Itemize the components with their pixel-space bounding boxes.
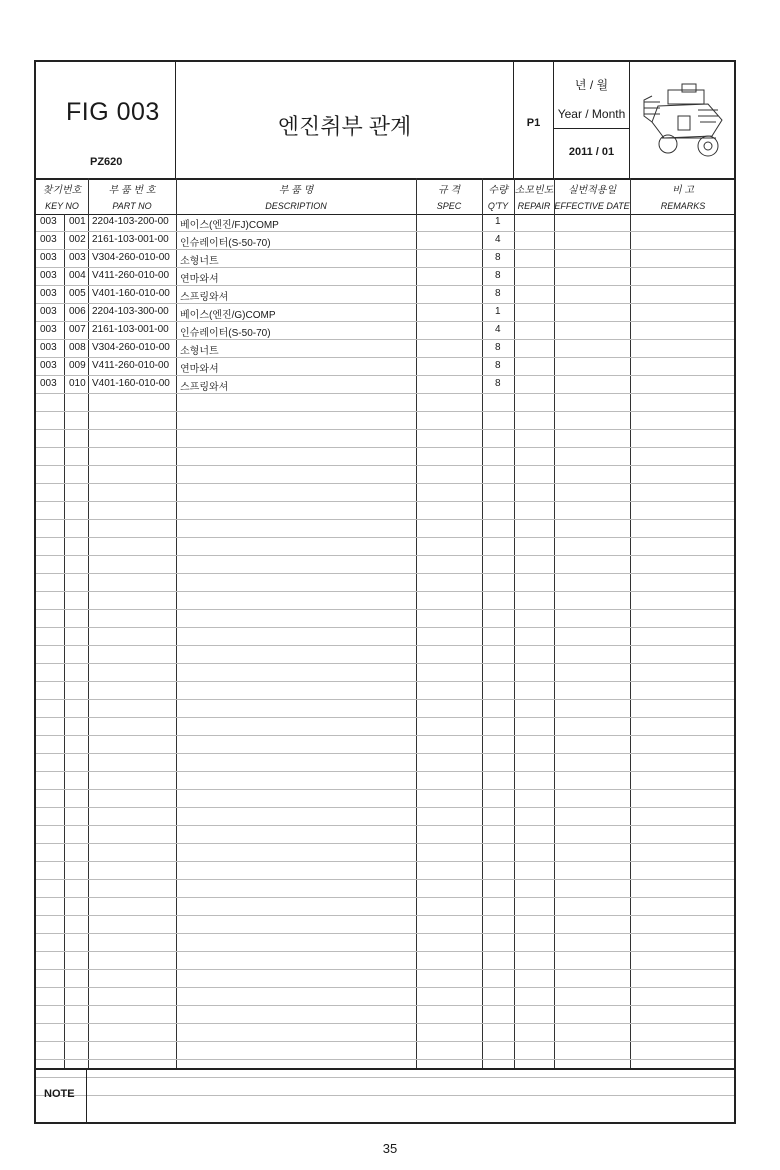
cell-part: 2161-103-001-00 (92, 234, 169, 245)
table-row (36, 214, 734, 232)
cell-fig: 003 (40, 288, 57, 299)
empty-table-row (36, 1042, 734, 1060)
cell-key: 005 (69, 288, 86, 299)
cell-qty: 4 (495, 234, 501, 245)
cell-desc: 소형너트 (180, 256, 219, 267)
model-name: PZ620 (90, 156, 123, 168)
empty-table-row (36, 880, 734, 898)
empty-table-row (36, 898, 734, 916)
cell-key: 006 (69, 306, 86, 317)
empty-table-row (36, 1006, 734, 1024)
empty-table-row (36, 718, 734, 736)
table-row (36, 268, 734, 286)
year-month-cell (554, 62, 630, 178)
empty-table-row (36, 844, 734, 862)
cell-desc: 인슈레이터(S-50-70) (180, 238, 271, 249)
sheet-header (36, 62, 734, 180)
table-row (36, 232, 734, 250)
note-label-cell (36, 1070, 87, 1122)
cell-qty: 8 (495, 288, 501, 299)
cell-qty: 1 (495, 216, 501, 227)
cell-fig: 003 (40, 306, 57, 317)
cell-desc: 연마와셔 (180, 364, 219, 375)
empty-table-row (36, 466, 734, 484)
cell-key: 003 (69, 252, 86, 263)
cell-key: 007 (69, 324, 86, 335)
rice-transplanter-illustration (638, 76, 728, 164)
empty-table-row (36, 484, 734, 502)
empty-table-row (36, 862, 734, 880)
col-spec: 규 격 SPEC (436, 185, 462, 211)
empty-table-row (36, 970, 734, 988)
empty-table-row (36, 502, 734, 520)
col-remarks: 비 고 REMARKS (660, 185, 706, 211)
table-row (36, 358, 734, 376)
table-row (36, 340, 734, 358)
empty-table-row (36, 448, 734, 466)
parts-list-sheet (34, 60, 736, 1124)
cell-fig: 003 (40, 324, 57, 335)
page-number: 35 (382, 1141, 398, 1156)
year-month-korean: 년 / 월 (574, 78, 609, 92)
cell-qty: 4 (495, 324, 501, 335)
empty-table-row (36, 628, 734, 646)
cell-part: 2204-103-300-00 (92, 306, 169, 317)
cell-qty: 8 (495, 378, 501, 389)
col-key-no: 찾기번호 KEY NO (42, 185, 82, 211)
empty-table-row (36, 988, 734, 1006)
note-label: NOTE (44, 1088, 75, 1100)
empty-table-row (36, 430, 734, 448)
cell-fig: 003 (40, 234, 57, 245)
cell-part: V411-260-010-00 (92, 360, 170, 371)
figure-number: FIG 003 (66, 98, 160, 126)
empty-table-row (36, 934, 734, 952)
empty-table-row (36, 916, 734, 934)
col-qty: 수량 Q'TY (487, 185, 509, 211)
empty-table-row (36, 1024, 734, 1042)
cell-qty: 8 (495, 252, 501, 263)
cell-fig: 003 (40, 378, 57, 389)
empty-table-row (36, 394, 734, 412)
cell-part: V401-160-010-00 (92, 288, 170, 299)
cell-desc: 스프링와셔 (180, 382, 229, 393)
page-label-cell (514, 62, 554, 178)
empty-table-row (36, 682, 734, 700)
cell-key: 001 (69, 216, 86, 227)
cell-key: 002 (69, 234, 86, 245)
table-row (36, 250, 734, 268)
empty-table-row (36, 790, 734, 808)
cell-part: 2161-103-001-00 (92, 324, 169, 335)
cell-key: 010 (69, 378, 86, 389)
cell-desc: 베이스(엔진/FJ)COMP (180, 220, 279, 231)
page-label: P1 (526, 117, 541, 129)
empty-table-row (36, 538, 734, 556)
empty-table-row (36, 646, 734, 664)
cell-key: 004 (69, 270, 86, 281)
empty-table-row (36, 610, 734, 628)
title-cell (176, 62, 514, 178)
cell-fig: 003 (40, 252, 57, 263)
empty-table-row (36, 808, 734, 826)
table-row (36, 322, 734, 340)
cell-qty: 8 (495, 342, 501, 353)
empty-table-row (36, 754, 734, 772)
machine-illustration-cell (630, 62, 736, 178)
year-month-value: 2011 / 01 (568, 146, 615, 158)
figure-cell (36, 62, 176, 178)
col-repair: 소모빈도 REPAIR (514, 185, 554, 211)
year-month-divider (554, 128, 629, 129)
cell-desc: 소형너트 (180, 346, 219, 357)
empty-table-row (36, 700, 734, 718)
empty-table-row (36, 664, 734, 682)
col-effective-date: 실번적용일 EFFECTIVE DATE (554, 185, 630, 211)
cell-fig: 003 (40, 360, 57, 371)
cell-part: V411-260-010-00 (92, 270, 170, 281)
empty-table-row (36, 952, 734, 970)
empty-table-row (36, 772, 734, 790)
cell-fig: 003 (40, 216, 57, 227)
empty-table-row (36, 826, 734, 844)
cell-part: 2204-103-200-00 (92, 216, 169, 227)
table-row (36, 376, 734, 394)
empty-table-row (36, 736, 734, 754)
cell-key: 009 (69, 360, 86, 371)
note-section (36, 1068, 734, 1122)
cell-desc: 스프링와셔 (180, 292, 229, 303)
cell-part: V304-260-010-00 (92, 342, 170, 353)
cell-part: V401-160-010-00 (92, 378, 170, 389)
cell-desc: 인슈레이터(S-50-70) (180, 328, 271, 339)
cell-desc: 베이스(엔진/G)COMP (180, 310, 276, 321)
cell-qty: 8 (495, 270, 501, 281)
cell-key: 008 (69, 342, 86, 353)
empty-table-row (36, 574, 734, 592)
year-month-english: Year / Month (557, 107, 626, 121)
empty-table-row (36, 556, 734, 574)
table-row (36, 286, 734, 304)
empty-table-row (36, 592, 734, 610)
empty-table-row (36, 520, 734, 538)
col-part-no: 부 품 번 호 PART NO (108, 185, 156, 211)
page-title: 엔진취부 관계 (277, 114, 412, 139)
table-row (36, 304, 734, 322)
col-description: 부 품 명 DESCRIPTION (265, 185, 327, 211)
cell-qty: 1 (495, 306, 501, 317)
cell-part: V304-260-010-00 (92, 252, 170, 263)
cell-fig: 003 (40, 342, 57, 353)
cell-qty: 8 (495, 360, 501, 371)
cell-desc: 연마와셔 (180, 274, 219, 285)
cell-fig: 003 (40, 270, 57, 281)
empty-table-row (36, 412, 734, 430)
